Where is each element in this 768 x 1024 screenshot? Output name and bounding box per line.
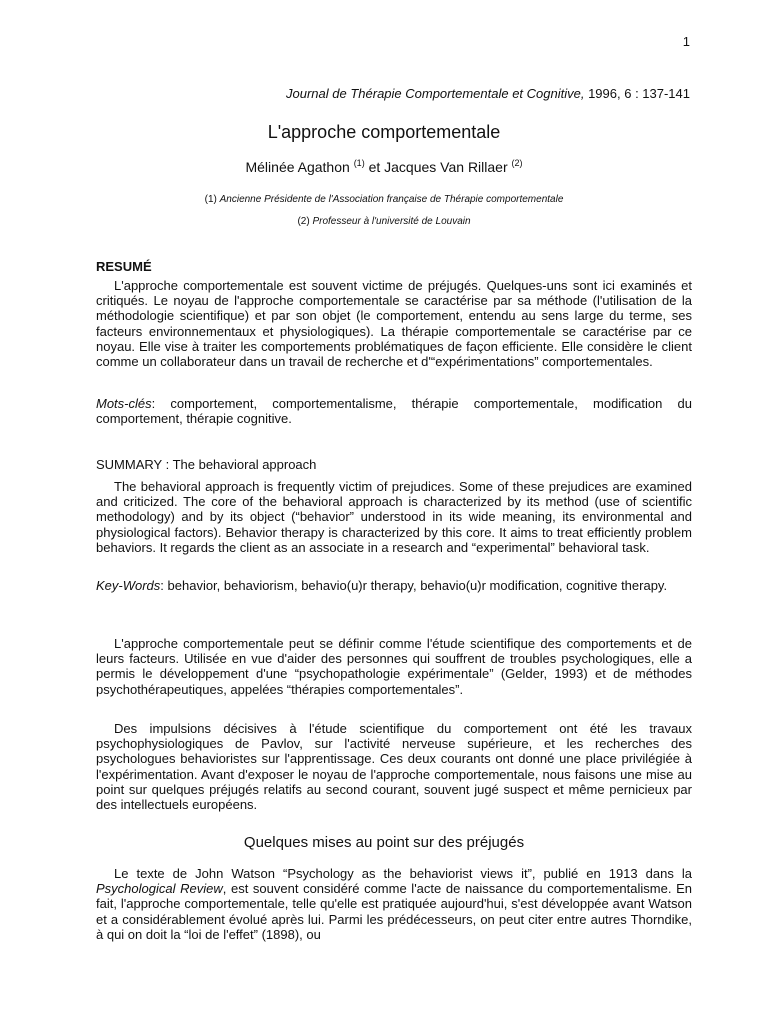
journal-reference: [0, 86, 690, 101]
author-1: Mélinée Agathon: [245, 159, 354, 175]
body-paragraph-1: L'approche comportementale peut se définir comme l'étude scientifique des comportements et de leurs facteurs. Utilisée en vue d'aider des personnes qui souffrent de troubles psychologiques, elle a permis le développement d'une “psychopathologie expérimentale” (Gelder, 1993) et de méthodes psychothérapeutiques, appelées “thérapies comportementales”.: [96, 636, 692, 697]
affiliation-1-text: Ancienne Présidente de l'Association française de Thérapie comportementale: [219, 194, 564, 205]
author-connector: et Jacques Van Rillaer: [364, 159, 512, 175]
article-title: L'approche comportementale: [267, 122, 501, 142]
resume-heading: RESUMÉ: [96, 259, 152, 274]
summary-heading: SUMMARY : The behavioral approach: [96, 457, 317, 472]
psychological-review-title: Psychological Review: [96, 881, 223, 897]
section-2-text-rest: , est souvent considéré comme l'acte de naissance du comportementalisme. En fait, l'approche comportementale, telle qu'elle est pratiquée aujourd'hui, s'est développée avant Watson et a considérablement évolué après lui. Parmi les prédécesseurs, on peut citer entre autres Thorndike, à qui on doit la “loi de l'effet” (1898), ou: [96, 881, 692, 942]
body-paragraph-2: Des impulsions décisives à l'étude scientifique du comportement ont été les travaux psychophysiologiques de Pavlov, sur l'activité nerveuse supérieure, et les recherches des psychologues behavioristes sur l'apprentissage. Ces deux courants ont donné une place privilégiée à l'expérimentation. Avant d'exposer le noyau de l'approche comportementale, nous faisons une mise au point sur quelques préjugés relatifs au second courant, souvent jugé suspect et même pernicieux par des intellectuels européens.: [96, 721, 692, 813]
resume-keywords: [96, 396, 692, 426]
affiliation-1: [0, 194, 768, 205]
section-2-paragraph-1: [96, 866, 692, 942]
summary-keywords-label: Key-Words: [96, 578, 161, 593]
author-2-affiliation-mark: (2): [511, 158, 523, 168]
affiliation-1-number: (1): [204, 194, 220, 205]
summary-paragraph: The behavioral approach is frequently victim of prejudices. Some of these prejudices are examined and criticized. The core of the behavioral approach is characterized by its method (use of scientific methodology) and by its object (“behavior” understood in its wide meaning, its environmental and physiological factors). Behavior therapy is characterized by this core. It aims to treat efficiently problem behaviors. It regards the client as an associate in a research and “experimental” behavioral task.: [96, 479, 692, 555]
resume-paragraph: L'approche comportementale est souvent victime de préjugés. Quelques-uns sont ici examinés et critiqués. Le noyau de l'approche comportementale se caractérise par sa méthode (l'utilisation de la méthodologie scientifique) et par son objet (le comportement, entendu au sens large du terme, ses facteurs environnementaux et physiologiques). La thérapie comportementale se caractérise par ce noyau. Elle vise à traiter les comportements problématiques de façon efficiente. Elle considère le client comme un collaborateur dans un travail de recherche et d'“expérimentations” comportementales.: [96, 278, 692, 370]
summary-keywords: [96, 578, 692, 593]
resume-keywords-label: Mots-clés: [96, 396, 152, 411]
section-2-text-start: Le texte de John Watson “Psychology as the behaviorist views it”, publié en 1913 dans la: [114, 866, 692, 881]
author-1-affiliation-mark: (1): [353, 158, 365, 168]
affiliation-2-text: Professeur à l'université de Louvain: [312, 216, 471, 227]
resume-keywords-text: : comportement, comportementalisme, thérapie comportementale, modification du comportement, thérapie cognitive.: [96, 396, 692, 427]
summary-keywords-text: : behavior, behaviorism, behavio(u)r therapy, behavio(u)r modification, cognitive therapy.: [160, 578, 668, 593]
page-number: 1: [682, 34, 690, 49]
affiliation-2: [0, 216, 768, 227]
journal-name: Journal de Thérapie Comportementale et Cognitive,: [286, 86, 585, 101]
authors-line: [0, 158, 768, 175]
section-heading-prejudices: Quelques mises au point sur des préjugés: [243, 834, 525, 851]
journal-details: 1996, 6 : 137-141: [584, 86, 690, 101]
affiliation-2-number: (2): [297, 216, 313, 227]
